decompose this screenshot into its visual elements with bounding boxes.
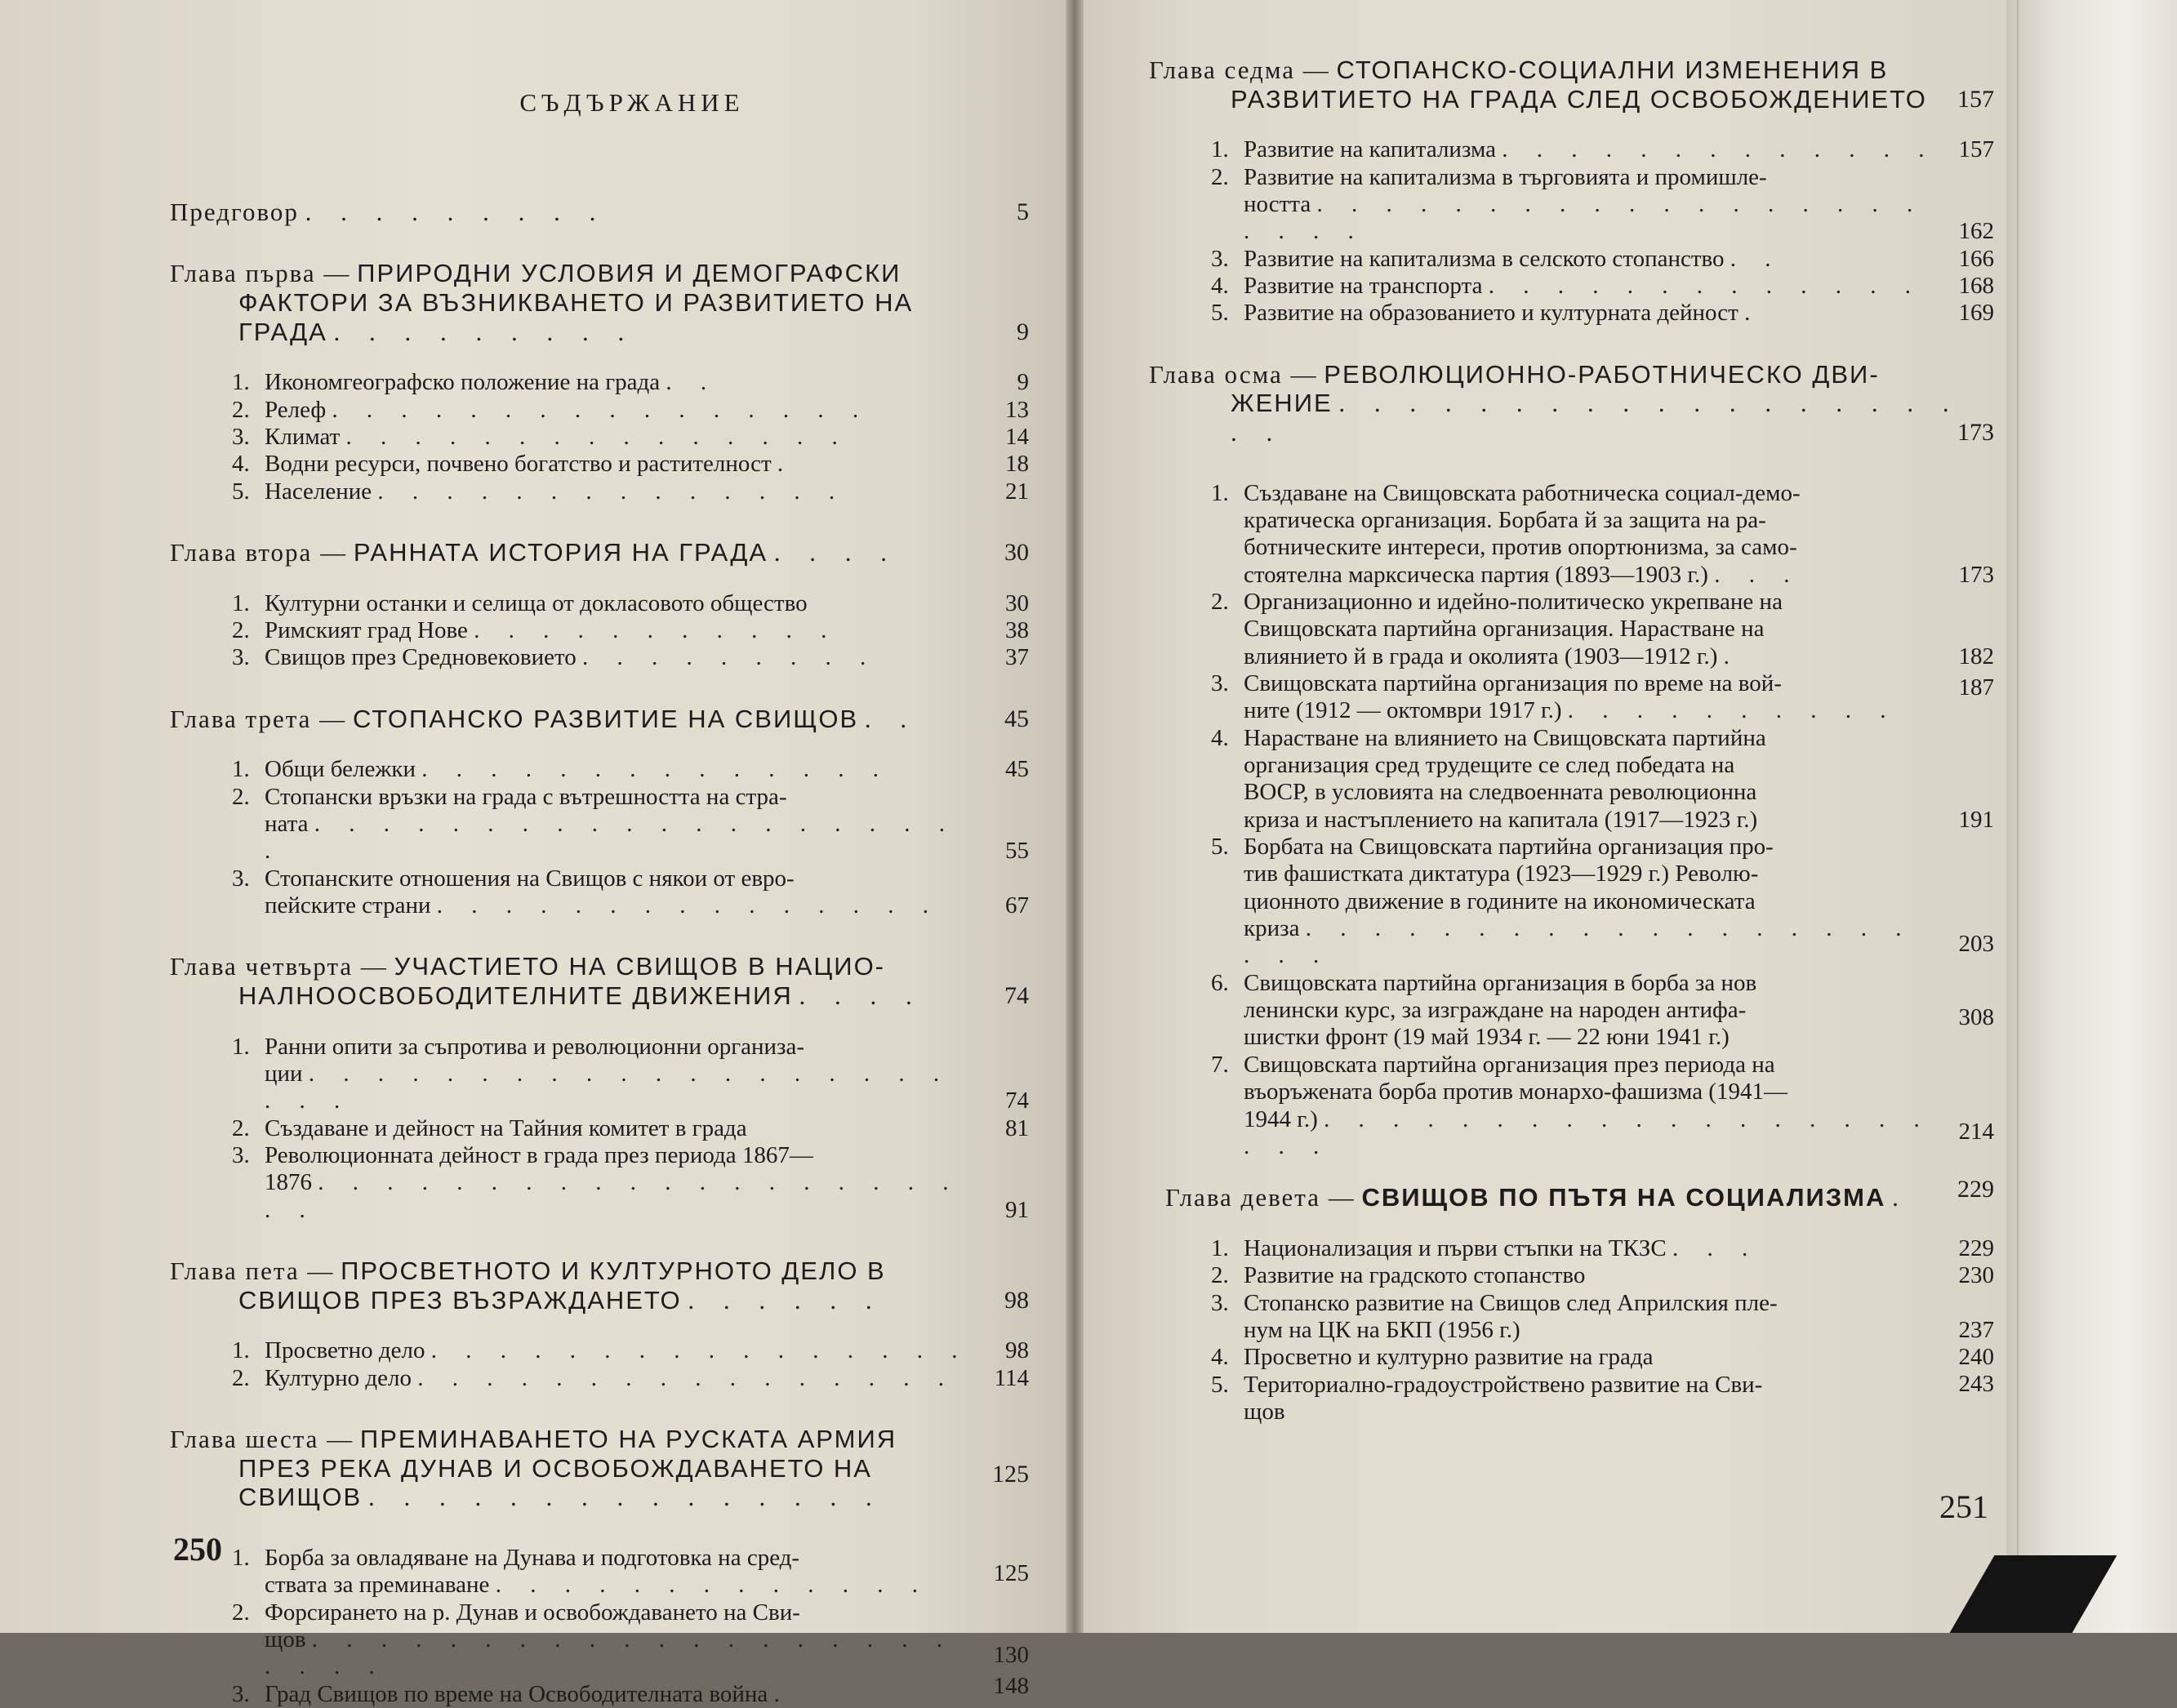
book-gutter: [1066, 0, 1084, 1633]
chapter-7: Глава седма — СТОПАНСКО-СОЦИАЛНИ ИЗМЕНЕНИЯ В РАЗВИТИЕТО НА ГРАДА СЛЕД ОСВОБОЖДЕНИЕТО 157: [1149, 56, 1994, 113]
preface-label: Предговор: [170, 197, 299, 226]
toc-entry: 2. Релеф . . . . . . . . . . . . . . . . 13: [232, 396, 1029, 423]
chapter-title: ПРИРОДНИ УСЛОВИЯ И ДЕМОГРАФСКИ: [357, 259, 902, 288]
toc-entry: 1. Национализация и първи стъпки на ТКЗС . . . 229: [1211, 1234, 1994, 1261]
toc-entry: 1. Развитие на капитализма . . . . . . . . . . . . . 157: [1211, 136, 1994, 163]
page-number: 250: [173, 1531, 222, 1568]
toc-entry: 1. Културни останки и селища от докласовото общество 30: [232, 589, 1029, 616]
toc-entry: 2. Организационно и идейно-политическо укрепване на Свищовската партийна организация. Нарастване на влиянието й в града и околията (1903—1912 г.) . 182: [1211, 588, 1994, 669]
toc-entry: 5. Население . . . . . . . . . . . . . . 21: [232, 478, 1029, 505]
chapter-2: Глава втора — РАННАТА ИСТОРИЯ НА ГРАДА . . . . 30: [170, 537, 1029, 567]
toc-entry: 3. Стопанско развитие на Свищов след Априлския пле- нум на ЦК на БКП (1956 г.) 237: [1211, 1289, 1994, 1343]
chapter-label: Глава първа —: [170, 259, 351, 288]
preface-entry: Предговор . . . . . . . . . 5: [170, 197, 1029, 226]
toc-entry: 5. Борбата на Свищовската партийна организация про- тив фашистката диктатура (1923—1929 г.) Револю- ционното движение в годините на икономическата криза . . . . . . . . . . . . . . . . . . . . . 203: [1211, 834, 1994, 969]
chapter-page: 9: [1017, 318, 1029, 345]
toc-entry: 4. Развитие на транспорта . . . . . . . . . . . . . 168: [1211, 273, 1994, 299]
toc-entry: 1. Ранни опити за съпротива и революционни организа- ции . . . . . . . . . . . . . . . . . . . . . . 74: [232, 1033, 1029, 1114]
toc-entry: 7. Свищовската партийна организация през периода на въоръжената борба против монархо-фашизма (1941— 1944 г.) . . . . . . . . . . . . . . . . . . . . . 214: [1211, 1051, 1994, 1159]
toc-entry: 3. Свищов през Средновековието . . . . . . . . . 37: [232, 644, 1029, 671]
chapter-3: Глава трета — СТОПАНСКО РАЗВИТИЕ НА СВИЩОВ . . 45: [170, 704, 1029, 733]
toc-entry: 3. Свищовската партийна организация по време на вой- ните (1912 — октомври 1917 г.) . . . . . . . . . . 187: [1211, 670, 1994, 724]
toc-entry: 4. Просветно и културно развитие на града 240: [1211, 1344, 1994, 1371]
toc-entry: 3. Стопанските отношения на Свищов с някои от евро- пейските страни . . . . . . . . . . . . . . . 67: [232, 865, 1029, 918]
toc-entry: 5. Развитие на образованието и културната дейност . 169: [1211, 300, 1994, 327]
toc-entry: 1. Борба за овладяване на Дунава и подготовка на сред- ствата за преминаване . . . . . . . . . . . . . 125: [232, 1544, 1029, 1599]
toc-entry: 2. Стопански връзки на града с вътрешността на стра- ната . . . . . . . . . . . . . . . . . . . . 55: [232, 783, 1029, 865]
chapter-8: Глава осма — РЕВОЛЮЦИОННО-РАБОТНИЧЕСКО ДВИ- ЖЕНИЕ . . . . . . . . . . . . . . . . . . . . 173: [1149, 359, 1994, 447]
toc-entry: 2. Развитие на капитализма в търговията и промишле- ността . . . . . . . . . . . . . . . . . . . . . . 162: [1211, 163, 1994, 245]
toc-entry: 1. Просветно дело . . . . . . . . . . . . . . . . 98: [232, 1337, 1029, 1364]
toc-entry: 3. Климат . . . . . . . . . . . . . . . 14: [232, 423, 1029, 450]
toc-heading: СЪДЪРЖАНИЕ: [519, 88, 745, 117]
toc-entry: 2. Създаване и дейност на Тайния комитет в града 81: [232, 1114, 1029, 1141]
toc-entry: 2. Римският град Нове . . . . . . . . . . . 38: [232, 616, 1029, 643]
left-toc: [170, 88, 1029, 1708]
chapter-9: Глава девета — СВИЩОВ ПО ПЪТЯ НА СОЦИАЛИЗМА . 229: [1165, 1176, 1994, 1212]
toc-entry: 6. Свищовската партийна организация в борба за нов ленински курс, за изграждане на народен антифа- шистки фронт (19 май 1934 г. — 22 юни 1941 г.) 308: [1211, 969, 1994, 1051]
toc-entry: 3. Революционната дейност в града през периода 1867— 1876 . . . . . . . . . . . . . . . . . . . . . 91: [232, 1141, 1029, 1223]
right-toc: [1149, 56, 1994, 1426]
toc-entry: 3. Развитие на капитализма в селското стопанство . . 166: [1211, 245, 1994, 272]
toc-entry: 1. Общи бележки . . . . . . . . . . . . . . 45: [232, 756, 1029, 783]
toc-entry: 3. Град Свищов по време на Освободителната война . 148: [232, 1672, 1029, 1707]
toc-entry: 1. Икономгеографско положение на града . . 9: [232, 369, 1029, 396]
toc-entry: 2. Форсирането на р. Дунав и освобождаването на Сви- щов . . . . . . . . . . . . . . . . . . . . . . . 130: [232, 1599, 1029, 1680]
chapter-5: Глава пета — ПРОСВЕТНОТО И КУЛТУРНОТО ДЕЛО В СВИЩОВ ПРЕЗ ВЪЗРАЖДАНЕТО . . . . . . 98: [170, 1256, 1029, 1314]
toc-entry: 5. Териториално-градоустройствено развитие на Сви- щов 243: [1211, 1370, 1994, 1425]
preface-page: 5: [1017, 198, 1029, 225]
chapter-1: Глава първа — ПРИРОДНИ УСЛОВИЯ И ДЕМОГРАФСКИ ФАКТОРИ ЗА ВЪЗНИКВАНЕТО И РАЗВИТИЕТО НА ГРАДА . . . . . . . . . 9: [170, 259, 1029, 346]
chapter-4: Глава четвърта — УЧАСТИЕТО НА СВИЩОВ В НАЦИО- НАЛНООСВОБОДИТЕЛНИТЕ ДВИЖЕНИЯ . . . . 74: [170, 952, 1029, 1010]
page-number: 251: [1939, 1488, 1988, 1525]
toc-entry: 2. Развитие на градското стопанство 230: [1211, 1262, 1994, 1289]
toc-entry: 2. Културно дело . . . . . . . . . . . . . . . . 114: [232, 1364, 1029, 1391]
toc-entry: 4. Водни ресурси, почвено богатство и растителност . 18: [232, 451, 1029, 478]
toc-entry: 4. Нарастване на влиянието на Свищовската партийна организация сред трудещите се след победата на ВОСР, в условията на следвоенната революционна криза и настъплението на капитала (1917—1923 г.) 191: [1211, 724, 1994, 833]
chapter-6: Глава шеста — ПРЕМИНАВАНЕТО НА РУСКАТА АРМИЯ ПРЕЗ РЕКА ДУНАВ И ОСВОБОЖДАВАНЕТО НА СВИЩОВ . . . . . . . . . . . . . . . 125: [170, 1424, 1029, 1512]
left-page: [0, 0, 1066, 1707]
page-edge: [2006, 0, 2177, 1633]
right-page: [1084, 0, 2006, 1633]
toc-entry: 1. Създаване на Свищовската работническа социал-демо- кратическа организация. Борбата й за защита на ра- ботническите интереси, против опортюнизма, за само- стоятелна марксическа партия (1893—1903 г.) . . . 173: [1211, 479, 1994, 588]
